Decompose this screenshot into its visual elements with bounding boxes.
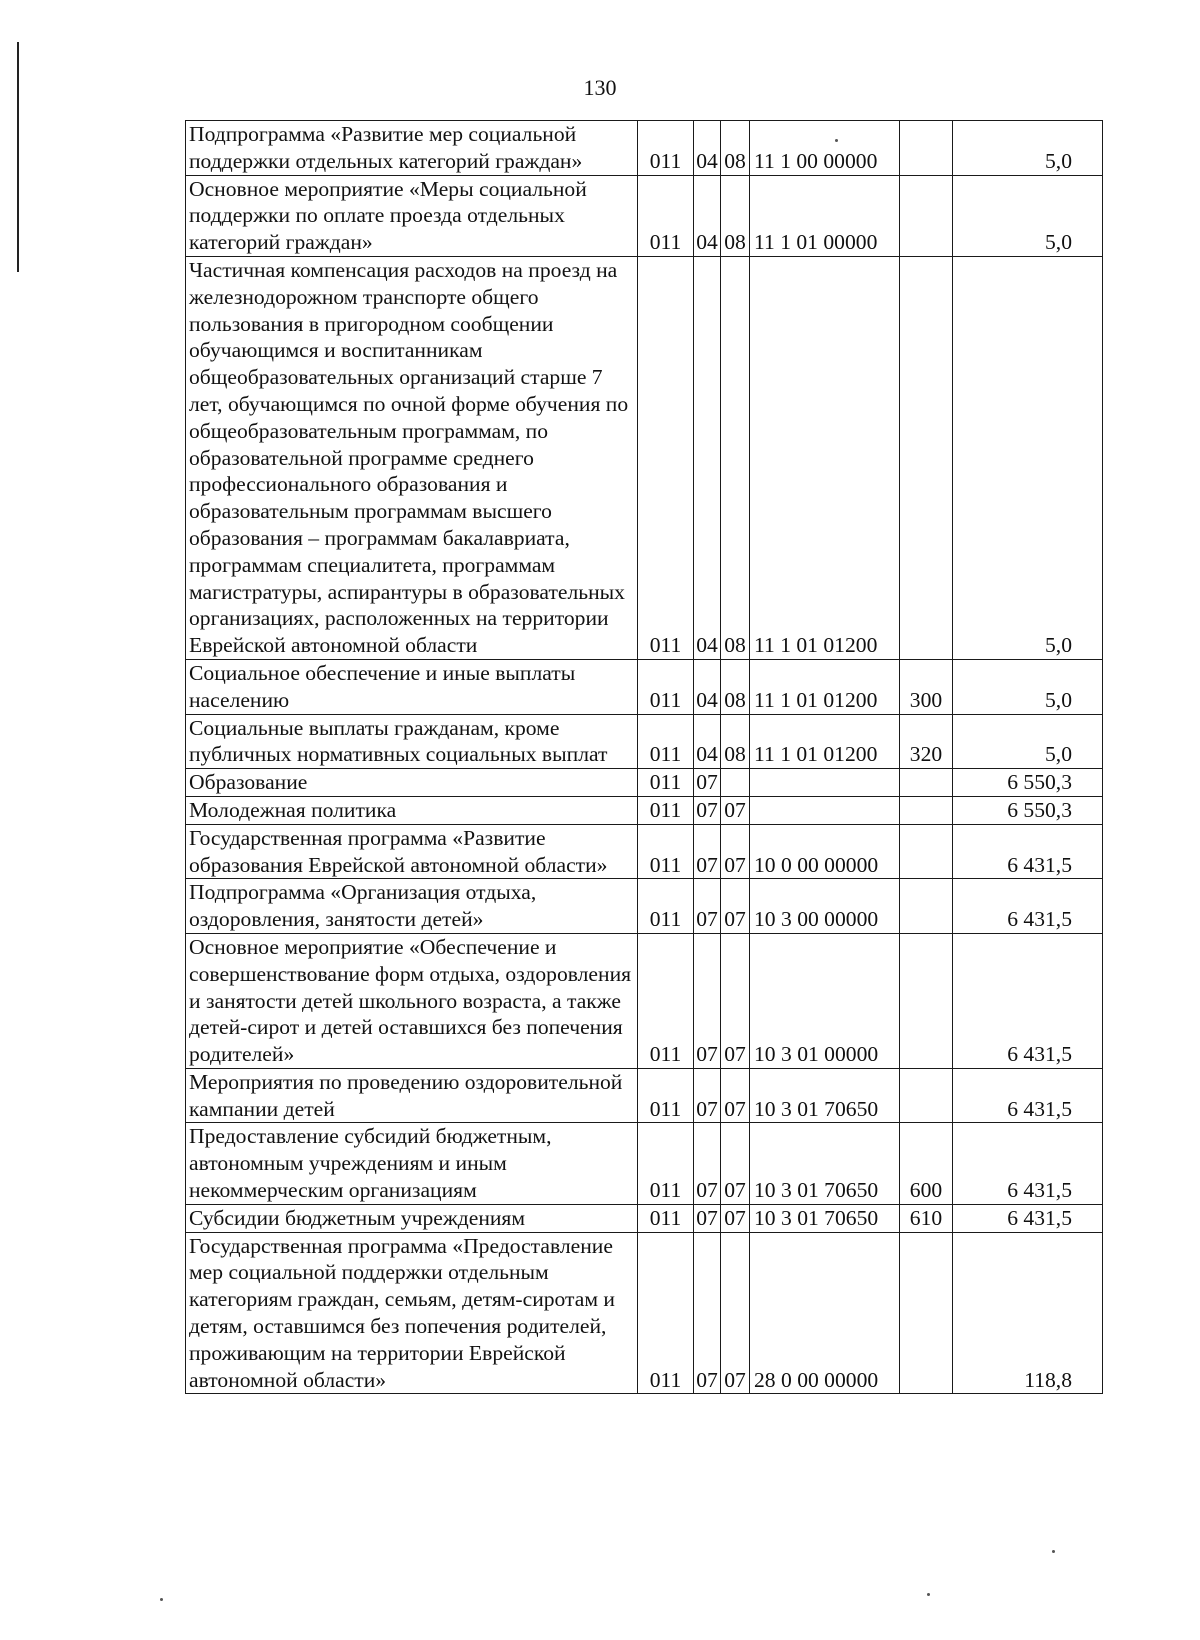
row-gr-code: 011	[638, 714, 694, 769]
row-csr-code: 10 0 00 00000	[750, 824, 900, 879]
scan-speck	[835, 139, 838, 142]
row-amount: 6 431,5	[953, 1204, 1103, 1232]
table-row	[186, 659, 1103, 714]
row-name: Субсидии бюджетным учреждениям	[186, 1204, 638, 1232]
row-pr-code: 07	[721, 796, 750, 824]
row-gr-code: 011	[638, 796, 694, 824]
scan-speck	[927, 1593, 930, 1596]
row-rz-code: 07	[694, 796, 721, 824]
table-row	[186, 1232, 1103, 1394]
row-csr-code: 11 1 01 00000	[750, 175, 900, 256]
row-gr-code: 011	[638, 879, 694, 934]
row-gr-code: 011	[638, 121, 694, 176]
table-row	[186, 796, 1103, 824]
row-csr-code: 10 3 01 00000	[750, 933, 900, 1068]
row-amount: 5,0	[953, 714, 1103, 769]
row-amount: 5,0	[953, 121, 1103, 176]
row-gr-code: 011	[638, 769, 694, 797]
row-amount: 5,0	[953, 175, 1103, 256]
row-csr-code: 10 3 01 70650	[750, 1123, 900, 1204]
row-gr-code: 011	[638, 1123, 694, 1204]
row-rz-code: 07	[694, 1123, 721, 1204]
row-name: Социальные выплаты гражданам, кроме публичных нормативных социальных выплат	[186, 714, 638, 769]
table-row	[186, 1068, 1103, 1123]
row-vr-code	[900, 796, 953, 824]
row-pr-code: 08	[721, 256, 750, 659]
table-row	[186, 121, 1103, 176]
row-vr-code	[900, 175, 953, 256]
row-rz-code: 07	[694, 1232, 721, 1394]
row-vr-code	[900, 769, 953, 797]
row-pr-code: 07	[721, 1232, 750, 1394]
row-gr-code: 011	[638, 659, 694, 714]
row-name: Частичная компенсация расходов на проезд на железнодорожном транспорте общего пользования в пригородном сообщении обучающимся и воспитанникам общеобразовательных организаций старше 7 лет, обучающимся по очной форме обучения по общеобразовательным программам, по образовательной программе среднего профессионального образования и образовательным программам высшего образования – программам бакалавриата, программам специалитета, программам магистратуры, аспирантуры в образовательных организациях, расположенных на территории Еврейской автономной области	[186, 256, 638, 659]
row-pr-code: 07	[721, 1204, 750, 1232]
row-rz-code: 04	[694, 175, 721, 256]
row-csr-code: 10 3 01 70650	[750, 1204, 900, 1232]
row-name: Подпрограмма «Организация отдыха, оздоровления, занятости детей»	[186, 879, 638, 934]
row-vr-code: 610	[900, 1204, 953, 1232]
row-vr-code	[900, 933, 953, 1068]
row-vr-code	[900, 256, 953, 659]
row-vr-code	[900, 1068, 953, 1123]
row-csr-code: 10 3 01 70650	[750, 1068, 900, 1123]
row-vr-code	[900, 121, 953, 176]
scan-speck	[1052, 1550, 1055, 1553]
row-gr-code: 011	[638, 175, 694, 256]
row-pr-code: 07	[721, 1123, 750, 1204]
row-amount: 6 431,5	[953, 933, 1103, 1068]
budget-table	[185, 120, 1103, 1394]
row-name: Государственная программа «Предоставление мер социальной поддержки отдельным категориям граждан, семьям, детям-сиротам и детям, оставшимся без попечения родителей, проживающим на территории Еврейской автономной области»	[186, 1232, 638, 1394]
row-vr-code: 300	[900, 659, 953, 714]
row-rz-code: 07	[694, 1204, 721, 1232]
table-row	[186, 769, 1103, 797]
row-vr-code	[900, 879, 953, 934]
row-rz-code: 07	[694, 824, 721, 879]
row-csr-code: 28 0 00 00000	[750, 1232, 900, 1394]
row-vr-code	[900, 1232, 953, 1394]
page-number: 130	[583, 75, 617, 100]
row-csr-code: 10 3 00 00000	[750, 879, 900, 934]
row-name: Молодежная политика	[186, 796, 638, 824]
row-gr-code: 011	[638, 1232, 694, 1394]
row-name: Социальное обеспечение и иные выплаты населению	[186, 659, 638, 714]
row-pr-code: 07	[721, 1068, 750, 1123]
table-row	[186, 175, 1103, 256]
row-amount: 6 550,3	[953, 796, 1103, 824]
row-rz-code: 04	[694, 659, 721, 714]
row-gr-code: 011	[638, 256, 694, 659]
row-gr-code: 011	[638, 933, 694, 1068]
row-vr-code: 600	[900, 1123, 953, 1204]
row-gr-code: 011	[638, 1068, 694, 1123]
row-amount: 118,8	[953, 1232, 1103, 1394]
row-amount: 6 550,3	[953, 769, 1103, 797]
row-name: Мероприятия по проведению оздоровительной кампании детей	[186, 1068, 638, 1123]
table-row	[186, 879, 1103, 934]
row-rz-code: 07	[694, 1068, 721, 1123]
row-csr-code	[750, 796, 900, 824]
row-amount: 5,0	[953, 659, 1103, 714]
row-rz-code: 04	[694, 121, 721, 176]
row-amount: 6 431,5	[953, 1068, 1103, 1123]
row-gr-code: 011	[638, 824, 694, 879]
row-pr-code	[721, 769, 750, 797]
row-vr-code: 320	[900, 714, 953, 769]
row-name: Основное мероприятие «Меры социальной поддержки по оплате проезда отдельных категорий граждан»	[186, 175, 638, 256]
row-amount: 6 431,5	[953, 1123, 1103, 1204]
row-rz-code: 07	[694, 769, 721, 797]
row-rz-code: 04	[694, 256, 721, 659]
row-name: Предоставление субсидий бюджетным, автономным учреждениям и иным некоммерческим организациям	[186, 1123, 638, 1204]
table-row	[186, 714, 1103, 769]
table-row	[186, 1123, 1103, 1204]
row-csr-code: 11 1 00 00000	[750, 121, 900, 176]
table-row	[186, 933, 1103, 1068]
row-csr-code: 11 1 01 01200	[750, 256, 900, 659]
scan-speck	[160, 1598, 163, 1601]
row-pr-code: 08	[721, 659, 750, 714]
row-name: Образование	[186, 769, 638, 797]
row-csr-code: 11 1 01 01200	[750, 659, 900, 714]
row-amount: 5,0	[953, 256, 1103, 659]
row-pr-code: 08	[721, 714, 750, 769]
table-row	[186, 824, 1103, 879]
row-gr-code: 011	[638, 1204, 694, 1232]
table-row	[186, 1204, 1103, 1232]
row-pr-code: 07	[721, 824, 750, 879]
row-pr-code: 07	[721, 933, 750, 1068]
row-pr-code: 08	[721, 175, 750, 256]
row-name: Подпрограмма «Развитие мер социальной поддержки отдельных категорий граждан»	[186, 121, 638, 176]
row-amount: 6 431,5	[953, 824, 1103, 879]
row-pr-code: 08	[721, 121, 750, 176]
row-rz-code: 07	[694, 879, 721, 934]
row-name: Государственная программа «Развитие образования Еврейской автономной области»	[186, 824, 638, 879]
row-vr-code	[900, 824, 953, 879]
row-amount: 6 431,5	[953, 879, 1103, 934]
row-name: Основное мероприятие «Обеспечение и совершенствование форм отдыха, оздоровления и занятости детей школьного возраста, а также детей-сирот и детей оставшихся без попечения родителей»	[186, 933, 638, 1068]
row-rz-code: 07	[694, 933, 721, 1068]
row-csr-code	[750, 769, 900, 797]
row-csr-code: 11 1 01 01200	[750, 714, 900, 769]
row-pr-code: 07	[721, 879, 750, 934]
table-row	[186, 256, 1103, 659]
row-rz-code: 04	[694, 714, 721, 769]
budget-table-body	[186, 121, 1103, 1394]
